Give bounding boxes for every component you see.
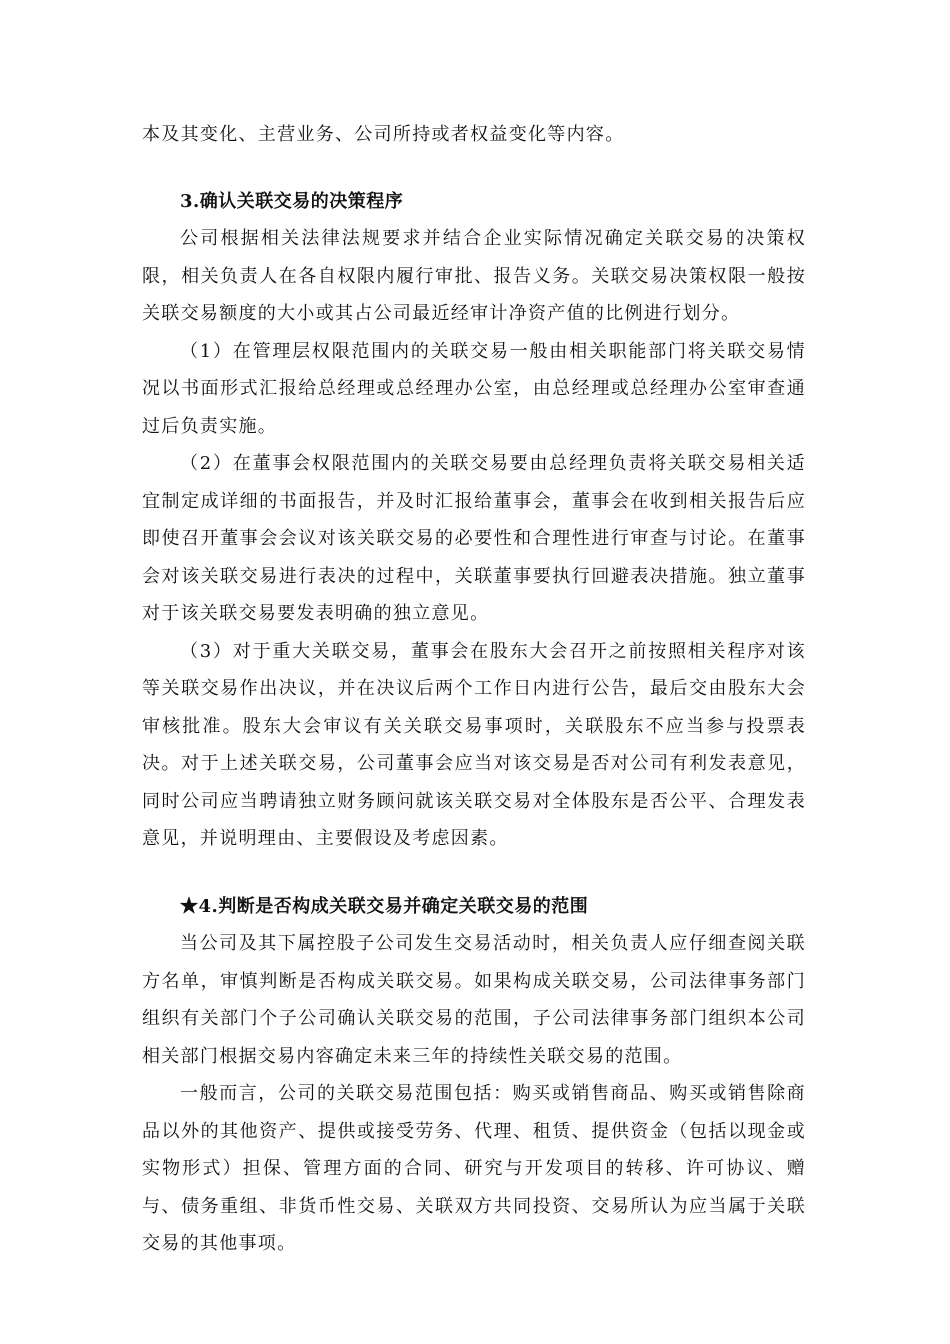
section-3-paragraph-2: （1）在管理层权限范围内的关联交易一般由相关职能部门将关联交易情况以书面形式汇报给总经理或总经理办公室，由总经理或总经理办公室审查通过后负责实施。 [142, 340, 806, 437]
section-3-paragraph-1: 公司根据相关法律法规要求并结合企业实际情况确定关联交易的决策权限，相关负责人在各自权限内履行审批、报告义务。关联交易决策权限一般按关联交易额度的大小或其占公司最近经审计净资产值的比例进行划分。 [142, 228, 806, 324]
section-3-heading: 3.确认关联交易的决策程序 [180, 190, 404, 212]
section-4-heading: ★4.判断是否构成关联交易并确定关联交易的范围 [180, 895, 589, 917]
section-3-paragraph-4: （3）对于重大关联交易，董事会在股东大会召开之前按照相关程序对该等关联交易作出决议，并在决议后两个工作日内进行公告，最后交由股东大会审核批准。股东大会审议有关关联交易事项时，关联股东不应当参与投票表决。对于上述关联交易，公司董事会应当对该交易是否对公司有利发表意见，同时公司应当聘请独立财务顾问就该关联交易对全体股东是否公平、合理发表意见，并说明理由、主要假设及考虑因素。 [142, 640, 806, 849]
document-body [142, 116, 806, 1263]
section-3-paragraph-3: （2）在董事会权限范围内的关联交易要由总经理负责将关联交易相关适宜制定成详细的书面报告，并及时汇报给董事会，董事会在收到相关报告后应即使召开董事会会议对该关联交易的必要性和合理性进行审查与讨论。在董事会对该关联交易进行表决的过程中，关联董事要执行回避表决措施。独立董事对于该关联交易要发表明确的独立意见。 [142, 453, 806, 624]
section-4-paragraph-2: 一般而言，公司的关联交易范围包括：购买或销售商品、购买或销售除商品以外的其他资产、提供或接受劳务、代理、租赁、提供资金（包括以现金或实物形式）担保、管理方面的合同、研究与开发项目的转移、许可协议、赠与、债务重组、非货币性交易、关联双方共同投资、交易所认为应当属于关联交易的其他事项。 [142, 1083, 806, 1254]
section-4-paragraph-1: 当公司及其下属控股子公司发生交易活动时，相关负责人应仔细查阅关联方名单，审慎判断是否构成关联交易。如果构成关联交易，公司法律事务部门组织有关部门个子公司确认关联交易的范围，子公司法律事务部门组织本公司相关部门根据交易内容确定未来三年的持续性关联交易的范围。 [142, 933, 806, 1067]
intro-continuation-paragraph: 本及其变化、主营业务、公司所持或者权益变化等内容。 [142, 124, 625, 145]
